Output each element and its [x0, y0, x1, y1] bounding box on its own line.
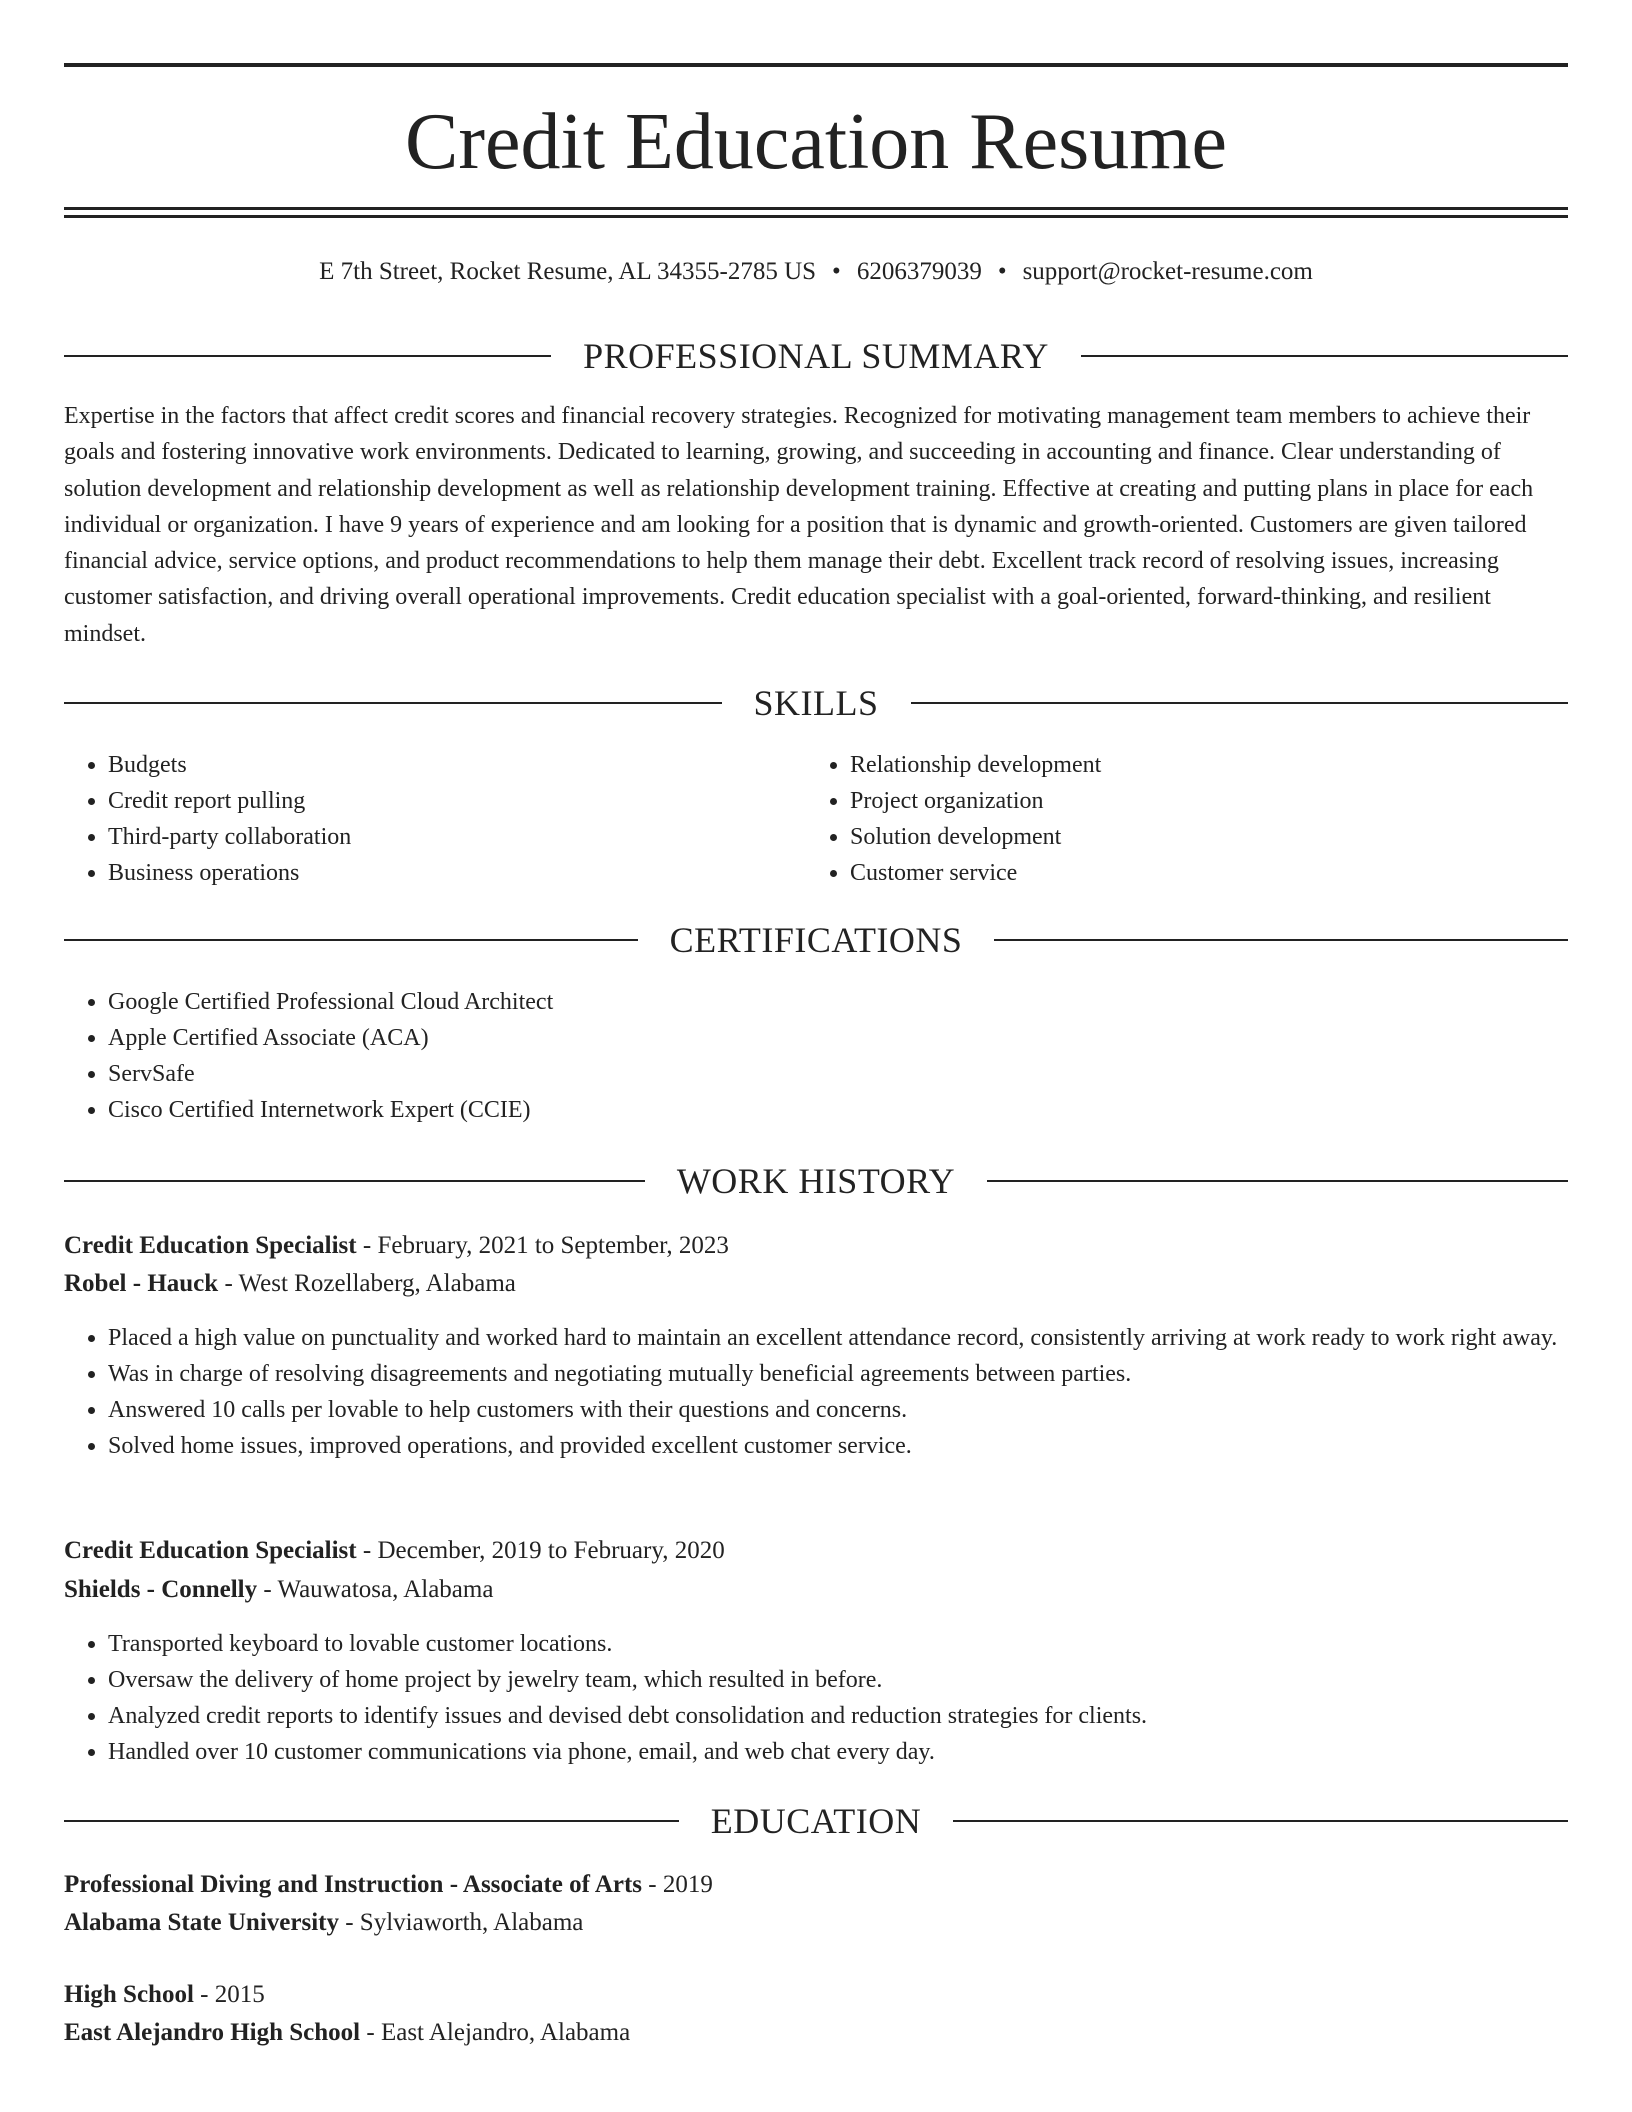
- divider: [1081, 355, 1568, 357]
- summary-heading: [64, 334, 1568, 378]
- title-rule-lower: [64, 215, 1568, 218]
- phone: 6206379039: [856, 258, 982, 285]
- job-dates: - February, 2021 to September, 2023: [356, 1232, 729, 1259]
- divider: [64, 702, 722, 704]
- list-item: • Solution development: [850, 819, 1550, 855]
- separator: •: [832, 258, 841, 285]
- email-link[interactable]: support@rocket-resume.com: [1022, 258, 1313, 285]
- divider: [953, 1820, 1568, 1822]
- list-item: • Relationship development: [850, 747, 1550, 783]
- list-item: • Was in charge of resolving disagreements and negotiating mutually beneficial agreements between parties.: [108, 1356, 1568, 1392]
- school-name: East Alejandro High School: [64, 2019, 361, 2046]
- divider: [994, 939, 1568, 941]
- school-line: [64, 1904, 1568, 1942]
- degree-line: [64, 1976, 1568, 2014]
- section-title: EDUCATION: [710, 1801, 922, 1841]
- list-item: • Business operations: [108, 855, 808, 891]
- section-title: WORK HISTORY: [676, 1161, 956, 1201]
- company-name: Robel - Hauck: [64, 1270, 219, 1297]
- school-name: Alabama State University: [64, 1909, 339, 1936]
- list-item: • Credit report pulling: [108, 783, 808, 819]
- work-history-heading: [64, 1159, 1568, 1203]
- divider: [64, 1180, 645, 1182]
- job-company-line: [64, 1265, 1568, 1303]
- contact-line: [64, 254, 1568, 290]
- list-item: • Apple Certified Associate (ACA): [108, 1020, 1568, 1056]
- list-item: • Third-party collaboration: [108, 819, 808, 855]
- certifications-heading: [64, 918, 1568, 962]
- school-location: - Sylviaworth, Alabama: [338, 1909, 584, 1936]
- summary-text: Expertise in the factors that affect credit scores and financial recovery strategies. Recognized for motivating management team members to achieve their goals and fostering innovative work environments. Dedicated to learning, growing, and succeeding in accounting and finance. Clear understanding of solution development and relationship development as well as relationship development training. Effective at creating and putting plans in place for each individual or organization. I have 9 years of experience and am looking for a position that is dynamic and growth-oriented. Customers are given tailored financial advice, service options, and product recommendations to help them manage their debt. Excellent track record of resolving issues, increasing customer satisfaction, and driving overall operational improvements. Credit education specialist with a goal-oriented, forward-thinking, and resilient mindset.: [64, 403, 1534, 647]
- list-item: • Handled over 10 customer communications via phone, email, and web chat every day.: [108, 1734, 1568, 1770]
- degree-line: [64, 1866, 1568, 1904]
- list-item: • Budgets: [108, 747, 808, 783]
- section-title: PROFESSIONAL SUMMARY: [583, 336, 1049, 376]
- degree: Professional Diving and Instruction - Associate of Arts: [64, 1871, 643, 1898]
- degree: High School: [64, 1981, 194, 2008]
- list-item: • Customer service: [850, 855, 1550, 891]
- skills-list-right: [806, 747, 1550, 891]
- list-item: • Placed a high value on punctuality and worked hard to maintain an excellent attendance record, consistently arriving at work ready to work right away.: [108, 1320, 1568, 1356]
- list-item: • Analyzed credit reports to identify issues and devised debt consolidation and reduction strategies for clients.: [108, 1698, 1568, 1734]
- job-title: Credit Education Specialist: [64, 1232, 357, 1259]
- certifications-list: [64, 984, 1568, 1128]
- graduation-year: - 2015: [193, 1981, 265, 2008]
- top-rule: [64, 63, 1568, 67]
- list-item: • Google Certified Professional Cloud Architect: [108, 984, 1568, 1020]
- job-title-line: [64, 1227, 1568, 1265]
- divider: [64, 355, 551, 357]
- divider: [987, 1180, 1568, 1182]
- divider: [64, 1820, 679, 1822]
- list-item: • Answered 10 calls per lovable to help customers with their questions and concerns.: [108, 1392, 1568, 1428]
- address: E 7th Street, Rocket Resume, AL 34355-2785 US: [319, 258, 817, 285]
- job-title-line: [64, 1532, 1568, 1570]
- divider: [64, 939, 638, 941]
- section-title: CERTIFICATIONS: [669, 920, 963, 960]
- list-item: • Transported keyboard to lovable customer locations.: [108, 1626, 1568, 1662]
- divider: [911, 702, 1569, 704]
- company-name: Shields - Connelly: [64, 1576, 258, 1603]
- page-title: Credit Education Resume: [404, 98, 1228, 186]
- section-title: SKILLS: [753, 683, 879, 723]
- job-title: Credit Education Specialist: [64, 1537, 357, 1564]
- graduation-year: - 2019: [642, 1871, 713, 1898]
- list-item: • Project organization: [850, 783, 1550, 819]
- title-rule-upper: [64, 207, 1568, 210]
- education-heading: [64, 1799, 1568, 1843]
- list-item: • Oversaw the delivery of home project by jewelry team, which resulted in before.: [108, 1662, 1568, 1698]
- school-line: [64, 2014, 1568, 2052]
- company-location: - West Rozellaberg, Alabama: [218, 1270, 516, 1297]
- job-bullets: [64, 1320, 1568, 1464]
- skills-list-left: [64, 747, 808, 891]
- job-bullets: [64, 1626, 1568, 1770]
- school-location: - East Alejandro, Alabama: [360, 2019, 631, 2046]
- company-location: - Wauwatosa, Alabama: [257, 1576, 494, 1603]
- separator: •: [997, 258, 1007, 285]
- list-item: • Solved home issues, improved operations, and provided excellent customer service.: [108, 1428, 1568, 1464]
- list-item: • Cisco Certified Internetwork Expert (CCIE): [108, 1092, 1568, 1128]
- job-company-line: [64, 1571, 1568, 1609]
- list-item: • ServSafe: [108, 1056, 1568, 1092]
- job-dates: - December, 2019 to February, 2020: [356, 1537, 725, 1564]
- skills-heading: [64, 681, 1568, 725]
